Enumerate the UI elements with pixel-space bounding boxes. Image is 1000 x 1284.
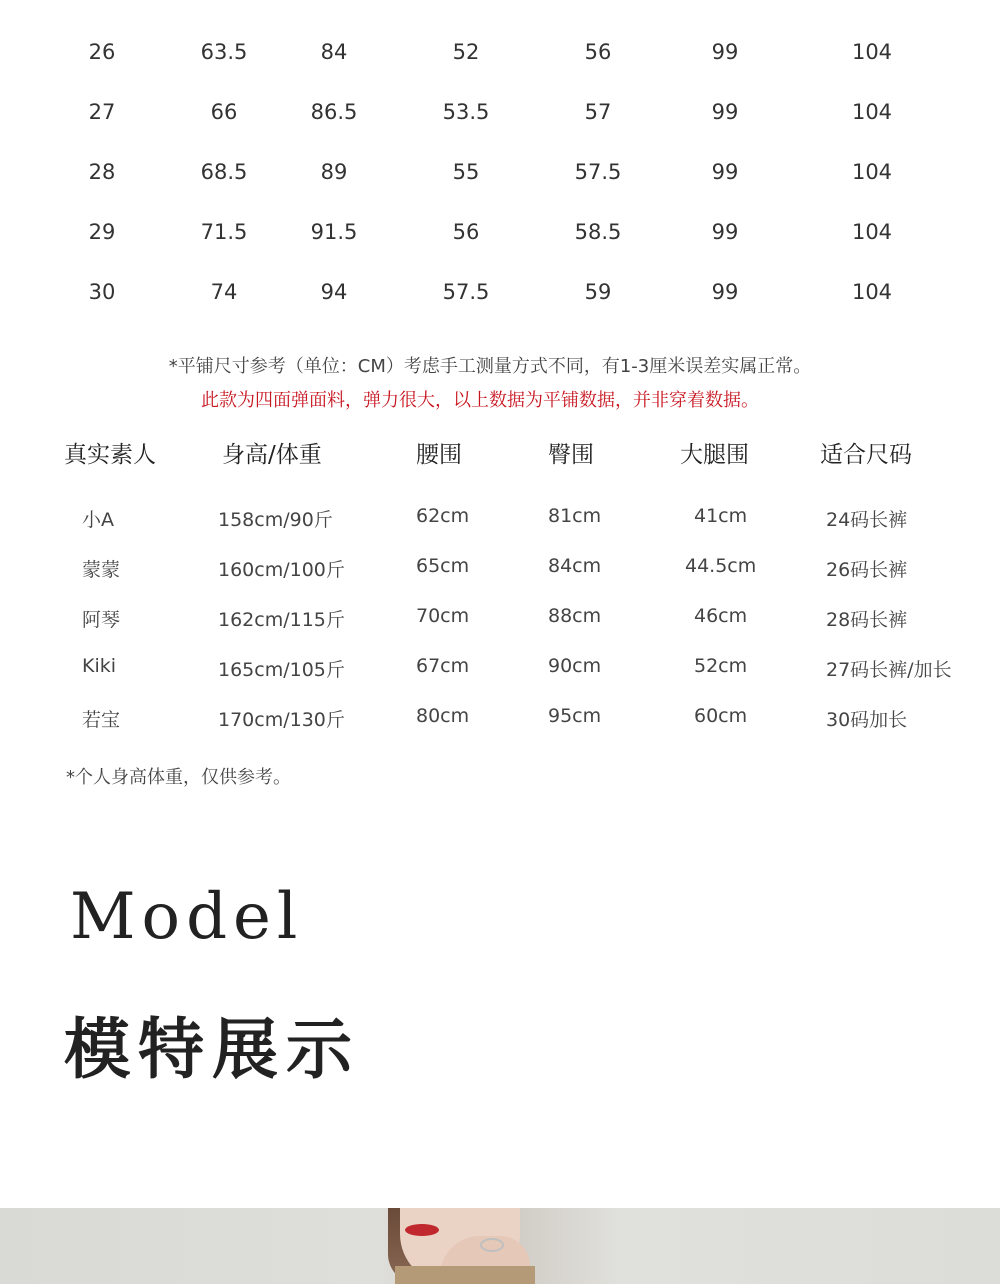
model-header-cell: 适合尺码	[820, 442, 912, 468]
model-cell: 蒙蒙	[82, 559, 121, 581]
size-cell: 66	[210, 100, 238, 124]
section-title-chinese: 模特展示	[64, 1011, 360, 1088]
model-cell: 30码加长	[826, 709, 908, 731]
model-cell: 小A	[82, 509, 114, 531]
size-cell: 104	[851, 100, 893, 124]
model-cell: 165cm/105斤	[218, 659, 345, 681]
size-cell: 28	[88, 160, 116, 184]
model-cell: 162cm/115斤	[218, 609, 345, 631]
size-cell: 89	[320, 160, 348, 184]
model-cell: 阿琴	[82, 609, 121, 631]
model-header-cell: 真实素人	[64, 442, 156, 468]
model-cell: 44.5cm	[685, 555, 757, 577]
size-cell: 29	[88, 220, 116, 244]
size-cell: 68.5	[200, 160, 248, 184]
size-cell: 55	[452, 160, 480, 184]
size-cell: 99	[711, 280, 739, 304]
size-cell: 59	[584, 280, 612, 304]
model-cell: 28码长裤	[826, 609, 908, 631]
model-cell: 80cm	[416, 705, 470, 727]
personal-reference-note: *个人身高体重，仅供参考。	[66, 767, 291, 788]
model-cell: 46cm	[694, 605, 748, 627]
model-cell: 170cm/130斤	[218, 709, 345, 731]
size-cell: 84	[320, 40, 348, 64]
model-shirt	[395, 1266, 535, 1284]
size-cell: 56	[452, 220, 480, 244]
size-cell: 104	[851, 280, 893, 304]
size-cell: 99	[711, 160, 739, 184]
model-cell: 88cm	[548, 605, 602, 627]
model-header-cell: 臀围	[548, 442, 594, 468]
size-cell: 52	[452, 40, 480, 64]
model-cell: 158cm/90斤	[218, 509, 333, 531]
model-cell: 41cm	[694, 505, 748, 527]
size-cell: 26	[88, 40, 116, 64]
model-photo	[0, 1208, 1000, 1284]
size-cell: 94	[320, 280, 348, 304]
model-lips	[405, 1224, 439, 1236]
section-title-english: Model	[70, 880, 304, 954]
elastic-warning-note: 此款为四面弹面料，弹力很大，以上数据为平铺数据，并非穿着数据。	[201, 390, 759, 411]
size-cell: 86.5	[310, 100, 358, 124]
model-cell: 84cm	[548, 555, 602, 577]
model-cell: 24码长裤	[826, 509, 908, 531]
model-cell: 60cm	[694, 705, 748, 727]
size-cell: 27	[88, 100, 116, 124]
size-cell: 74	[210, 280, 238, 304]
size-cell: 57.5	[574, 160, 622, 184]
model-cell: 67cm	[416, 655, 470, 677]
model-cell: 62cm	[416, 505, 470, 527]
size-cell: 99	[711, 220, 739, 244]
size-cell: 91.5	[310, 220, 358, 244]
size-cell: 99	[711, 100, 739, 124]
model-cell: 26码长裤	[826, 559, 908, 581]
model-cell: 81cm	[548, 505, 602, 527]
size-cell: 104	[851, 160, 893, 184]
model-cell: 70cm	[416, 605, 470, 627]
size-cell: 104	[851, 220, 893, 244]
size-cell: 57.5	[442, 280, 490, 304]
size-cell: 57	[584, 100, 612, 124]
model-cell: Kiki	[82, 655, 117, 677]
size-cell: 53.5	[442, 100, 490, 124]
model-cell: 52cm	[694, 655, 748, 677]
size-cell: 71.5	[200, 220, 248, 244]
size-cell: 56	[584, 40, 612, 64]
model-header-cell: 腰围	[416, 442, 462, 468]
model-cell: 65cm	[416, 555, 470, 577]
size-cell: 63.5	[200, 40, 248, 64]
model-cell: 160cm/100斤	[218, 559, 345, 581]
ring-icon	[480, 1238, 504, 1252]
size-cell: 99	[711, 40, 739, 64]
model-cell: 95cm	[548, 705, 602, 727]
measurement-note: *平铺尺寸参考（单位：CM）考虑手工测量方式不同，有1-3厘米误差实属正常。	[168, 356, 812, 377]
model-cell: 90cm	[548, 655, 602, 677]
model-cell: 若宝	[82, 709, 121, 731]
size-cell: 104	[851, 40, 893, 64]
model-header-cell: 身高/体重	[222, 442, 322, 468]
size-cell: 58.5	[574, 220, 622, 244]
size-cell: 30	[88, 280, 116, 304]
model-cell: 27码长裤/加长	[826, 659, 952, 681]
model-header-cell: 大腿围	[680, 442, 749, 468]
